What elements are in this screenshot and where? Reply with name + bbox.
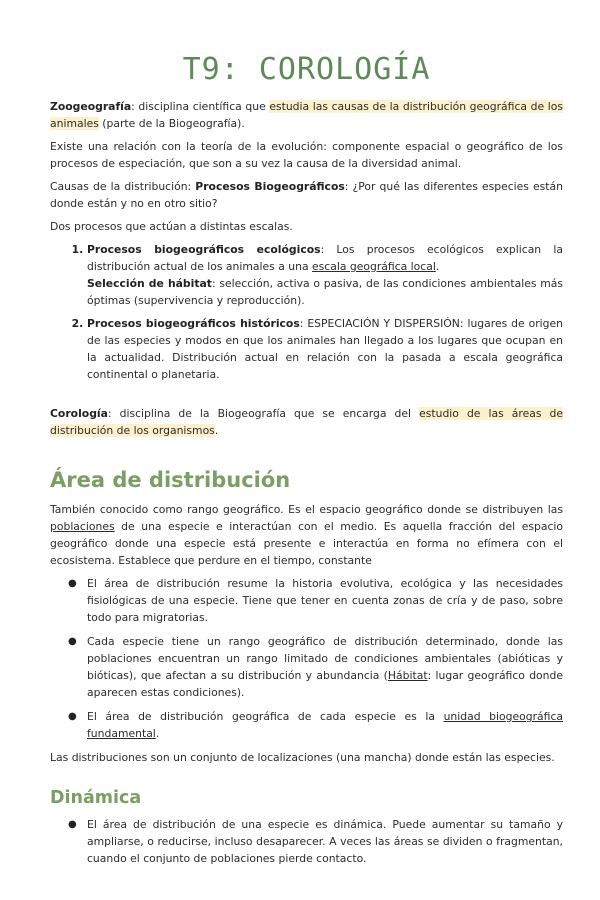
highlighted-text: estudia las causas de la distribución geográfica de los animales [50,100,563,130]
zoogeografia-paragraph: Zoogeografía: disciplina científica que estudia las causas de la distribución geográfica de los animales (parte de la Biogeografía). [50,100,563,130]
procesos-biogeograficos-term: Procesos Biogeográficos [195,180,345,193]
area-bullet-list [50,575,563,742]
area-distribucion-heading: Área de distribución [50,468,291,492]
seleccion-habitat-term: Selección de hábitat [87,277,212,290]
highlighted-text: estudio de las áreas de distribución de los organismos [50,407,564,437]
dinamica-heading: Dinámica [50,788,142,808]
corologia-term: Corología [50,407,108,420]
underlined-text: poblaciones [50,520,115,533]
bullet-icon: ● [68,819,77,830]
list-item: ● El área de distribución geográfica de cada especie es la unidad biogeográfica fundamental. [68,710,563,740]
closing-paragraph: Las distribuciones son un conjunto de localizaciones (una mancha) donde están las especies. [50,751,555,764]
list-item: 1. Procesos biogeográficos ecológicos: Los procesos ecológicos explican la distribución actual de los animales a una escala geográfica local. Selección de hábitat: selección, activa o pasiva, de las condiciones ambientales más óptimas (supervivencia y reproducción). [87,241,563,309]
underlined-text: Hábitat [387,669,428,682]
procesos-list [50,241,563,383]
page-title: T9: COROLOGÍA [182,52,431,87]
list-item: 2. Procesos biogeográficos históricos: ESPECIACIÓN Y DISPERSIÓN: lugares de origen de las especies y modos en que los animales han llegado a los lugares que ocupan en la actualidad. Distribución actual en relación con la pasada a escala geográfica continental o planetaria. [87,315,563,383]
underlined-text: escala geográfica local [312,260,436,273]
corologia-paragraph: Corología: disciplina de la Biogeografía que se encarga del estudio de las áreas de distribución de los organismos. [50,407,564,437]
causas-paragraph: Causas de la distribución: Procesos Biogeográficos: ¿Por qué las diferentes especies están donde están y no en otro sitio? [50,180,564,210]
evolucion-paragraph: Existe una relación con la teoría de la evolución: componente espacial o geográfico de los procesos de especiación, que son a su vez la causa de la diversidad animal. [50,140,563,170]
underlined-text: unidad biogeográfica fundamental [87,710,563,740]
area-intro-paragraph: También conocido como rango geográfico. Es el espacio geográfico donde se distribuyen las poblaciones de una especie e interactúan con el medio. Es aquella fracción del espacio geográfico donde una especie está presente e interactúa en forma no efímera con el ecosistema. Establece que perdure en el tiempo, constante [50,503,563,567]
list-item: ● El área de distribución resume la historia evolutiva, ecológica y las necesidades fisiológicas de una especie. Tiene que tener en cuenta zonas de cría y de paso, sobre todo para migratorias. [68,577,563,624]
zoogeografia-term: Zoogeografía [50,100,132,113]
list-item: ● El área de distribución de una especie es dinámica. Puede aumentar su tamaño y ampliarse, o reducirse, incluso desaparecer. A veces las áreas se dividen o fragmentan, cuando el conjunto de poblaciones pierde contacto. [68,818,563,865]
document-page [0,52,600,900]
dinamica-bullet-list [50,816,563,867]
bullet-icon: ● [68,578,77,589]
bullet-icon: ● [68,711,77,722]
dos-procesos-paragraph: Dos procesos que actúan a distintas escalas. [50,220,293,233]
list-item: ● Cada especie tiene un rango geográfico de distribución determinado, donde las poblaciones encuentran un rango limitado de condiciones ambientales (abióticas y bióticas), que afectan a su distribución y abundancia (Hábitat: lugar geográfico donde aparecen estas condiciones). [68,635,564,699]
bullet-icon: ● [68,636,77,647]
